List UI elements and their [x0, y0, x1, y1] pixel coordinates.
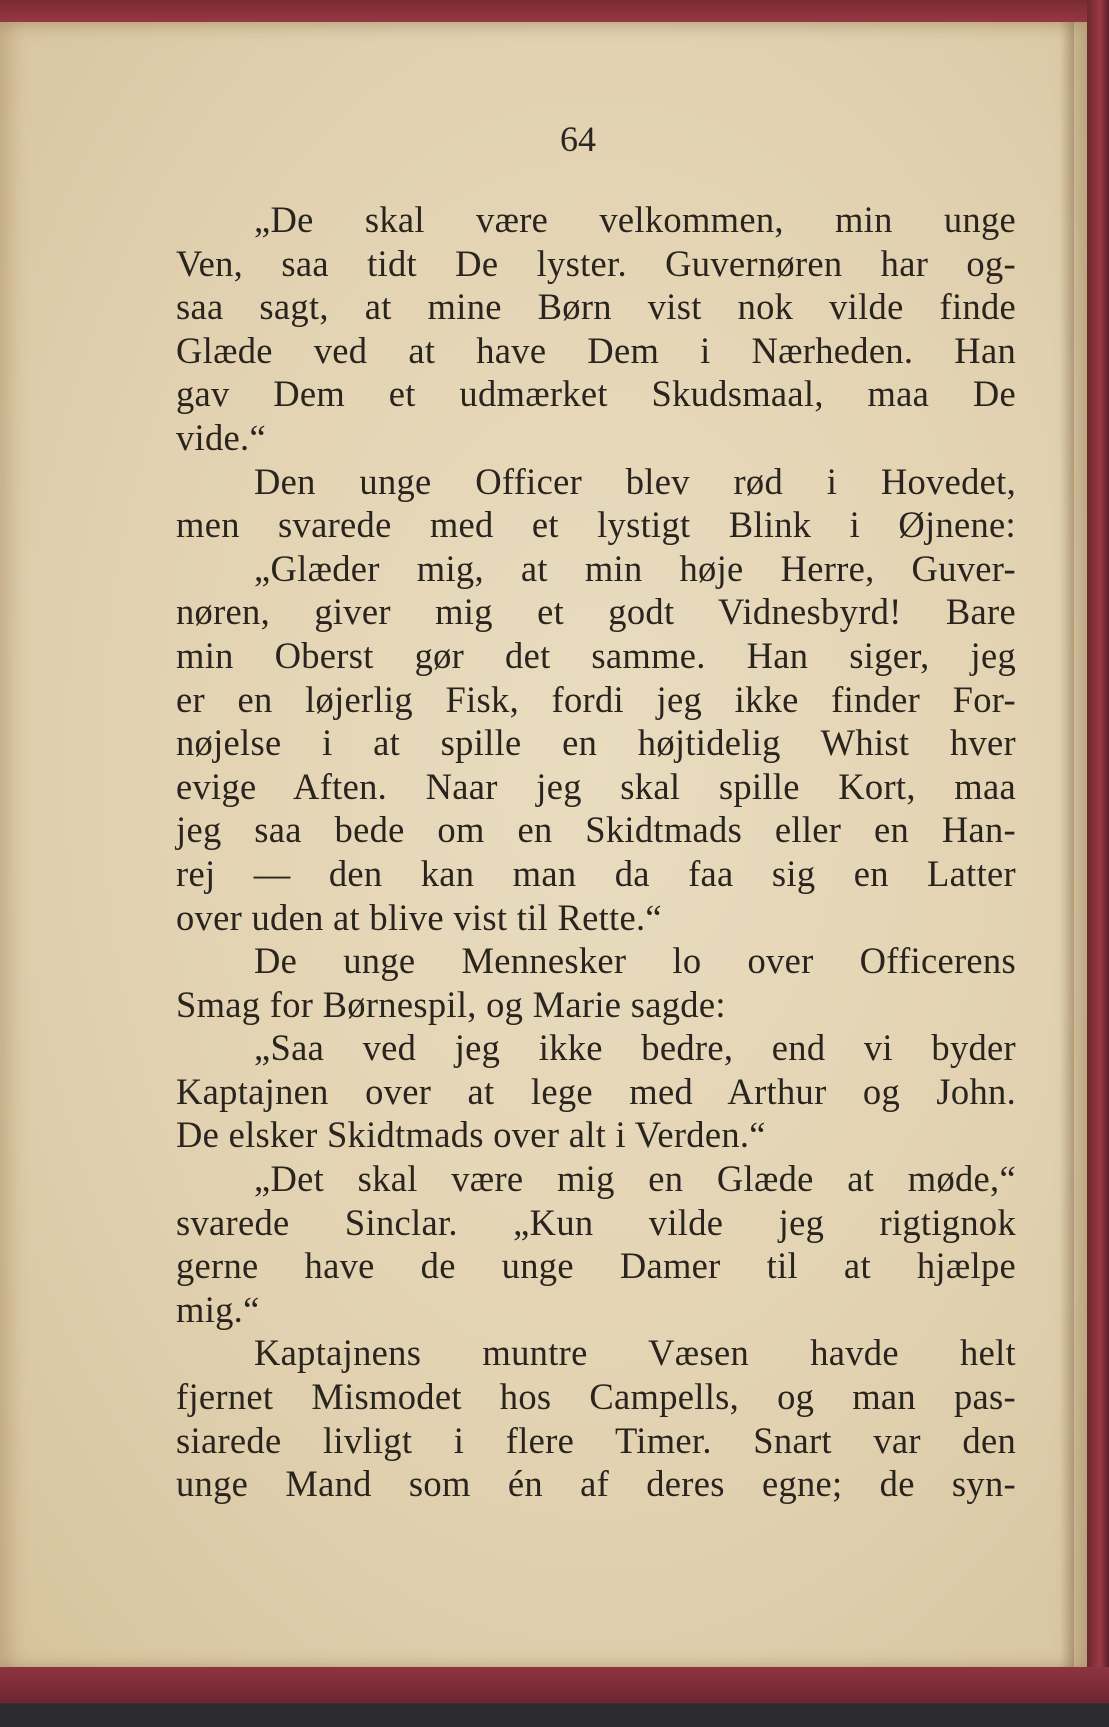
text-line: gav Dem et udmærket Skudsmaal, maa De	[176, 373, 1016, 415]
book-cover-bottom-edge	[0, 1667, 1109, 1727]
text-line: Glæde ved at have Dem i Nærheden. Han	[176, 329, 1016, 371]
text-line: er en løjerlig Fisk, fordi jeg ikke finder For-	[176, 678, 1016, 720]
text-line: Smag for Børnespil, og Marie sagde:	[176, 983, 726, 1025]
text-line: svarede Sinclar. „Kun vilde jeg rigtignok	[176, 1201, 1016, 1243]
text-line: „Saa ved jeg ikke bedre, end vi byder	[254, 1027, 1016, 1069]
text-line: De unge Mennesker lo over Officerens	[254, 940, 1016, 982]
text-line: Kaptajnen over at lege med Arthur og John.	[176, 1070, 1016, 1112]
text-line: nøjelse i at spille en højtidelig Whist hver	[176, 722, 1016, 764]
text-line: unge Mand som én af deres egne; de syn-	[176, 1463, 1016, 1505]
page-number: 64	[560, 119, 596, 159]
text-line: Ven, saa tidt De lyster. Guvernøren har og-	[176, 242, 1016, 284]
book-cover-right-edge	[1087, 0, 1109, 1727]
text-line: „De skal være velkommen, min unge	[254, 199, 1016, 240]
text-line: gerne have de unge Damer til at hjælpe	[176, 1245, 1016, 1287]
text-line: „Det skal være mig en Glæde at møde,“	[254, 1158, 1016, 1200]
text-line: saa sagt, at mine Børn vist nok vilde finde	[176, 286, 1016, 328]
text-line: De elsker Skidtmads over alt i Verden.“	[176, 1114, 766, 1156]
text-line: rej — den kan man da faa sig en Latter	[176, 852, 1016, 894]
text-line: siarede livligt i flere Timer. Snart var den	[176, 1419, 1016, 1461]
page-shadow-edge	[1060, 22, 1074, 1670]
text-line: nøren, giver mig et godt Vidnesbyrd! Bare	[176, 591, 1016, 633]
text-line: over uden at blive vist til Rette.“	[176, 896, 662, 938]
text-line: men svarede med et lystigt Blink i Øjnene:	[176, 504, 1016, 546]
text-line: Kaptajnens muntre Væsen havde helt	[254, 1332, 1016, 1374]
text-line: evige Aften. Naar jeg skal spille Kort, maa	[176, 765, 1016, 807]
text-line: „Glæder mig, at min høje Herre, Guver-	[254, 547, 1016, 589]
text-line: vide.“	[176, 416, 266, 458]
text-line: Den unge Officer blev rød i Hovedet,	[254, 460, 1016, 502]
text-line: fjernet Mismodet hos Campells, og man pas-	[176, 1376, 1016, 1418]
text-line: jeg saa bede om en Skidtmads eller en Han-	[176, 809, 1016, 851]
text-line: mig.“	[176, 1288, 260, 1330]
body-text	[176, 198, 1016, 1506]
text-line: min Oberst gør det samme. Han siger, jeg	[176, 634, 1016, 676]
